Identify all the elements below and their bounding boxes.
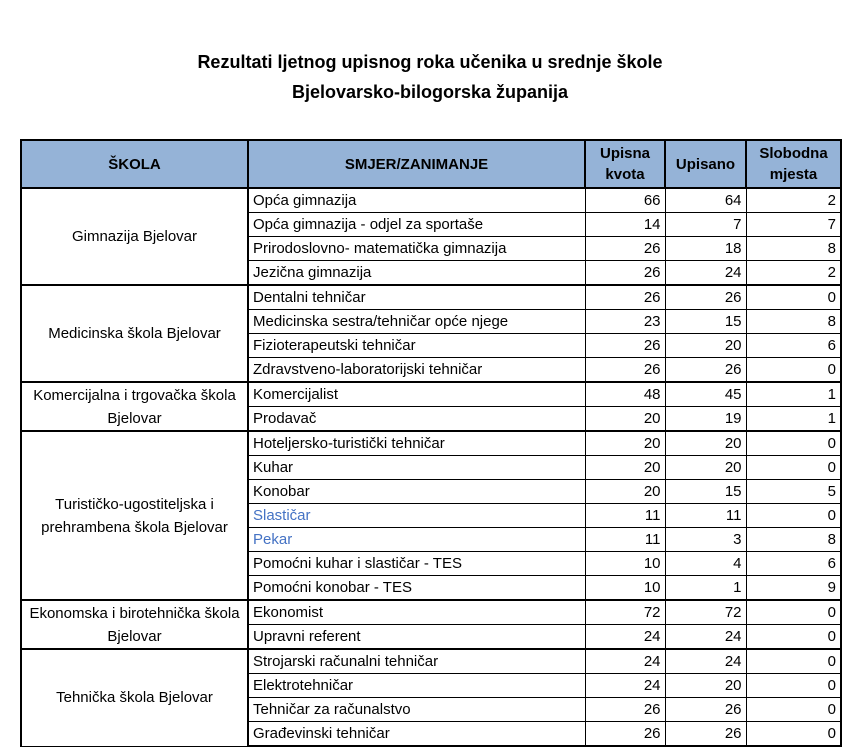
free-places-cell: 1: [746, 407, 841, 432]
free-places-cell: 0: [746, 698, 841, 722]
program-cell: Zdravstveno-laboratorijski tehničar: [248, 358, 585, 383]
table-row: [21, 600, 841, 625]
school-name-cell: Komercijalna i trgovačka škola Bjelovar: [21, 382, 248, 431]
free-places-cell: 0: [746, 456, 841, 480]
quota-cell: 11: [585, 528, 665, 552]
program-cell: Komercijalist: [248, 382, 585, 407]
enrolled-cell: 7: [665, 213, 746, 237]
free-places-cell: 2: [746, 188, 841, 213]
quota-cell: 26: [585, 698, 665, 722]
school-name-cell: Gimnazija Bjelovar: [21, 188, 248, 285]
free-places-cell: 5: [746, 480, 841, 504]
free-places-cell: 1: [746, 382, 841, 407]
program-cell: Građevinski tehničar: [248, 722, 585, 747]
header-enrolled: Upisano: [665, 140, 746, 188]
enrolled-cell: 19: [665, 407, 746, 432]
quota-cell: 20: [585, 480, 665, 504]
free-places-cell: 0: [746, 358, 841, 383]
program-cell: Upravni referent: [248, 625, 585, 650]
header-school: ŠKOLA: [21, 140, 248, 188]
free-places-cell: 9: [746, 576, 841, 601]
free-places-cell: 0: [746, 625, 841, 650]
quota-cell: 26: [585, 358, 665, 383]
program-cell: Slastičar: [248, 504, 585, 528]
quota-cell: 23: [585, 310, 665, 334]
free-places-cell: 7: [746, 213, 841, 237]
enrolled-cell: 20: [665, 334, 746, 358]
program-cell: Ekonomist: [248, 600, 585, 625]
quota-cell: 20: [585, 407, 665, 432]
results-table: [20, 139, 842, 747]
quota-cell: 24: [585, 625, 665, 650]
quota-cell: 26: [585, 285, 665, 310]
school-name-cell: Ekonomska i birotehnička škola Bjelovar: [21, 600, 248, 649]
results-table-body: [21, 188, 841, 746]
table-header-row: [21, 140, 841, 188]
enrolled-cell: 15: [665, 480, 746, 504]
program-cell: Konobar: [248, 480, 585, 504]
quota-cell: 72: [585, 600, 665, 625]
enrolled-cell: 26: [665, 698, 746, 722]
table-row: [21, 431, 841, 456]
table-row: [21, 649, 841, 674]
free-places-cell: 8: [746, 237, 841, 261]
enrolled-cell: 11: [665, 504, 746, 528]
quota-cell: 10: [585, 552, 665, 576]
enrolled-cell: 72: [665, 600, 746, 625]
quota-cell: 11: [585, 504, 665, 528]
quota-cell: 20: [585, 431, 665, 456]
program-cell: Prodavač: [248, 407, 585, 432]
free-places-cell: 0: [746, 285, 841, 310]
page-title: Rezultati ljetnog upisnog roka učenika u srednje škole: [197, 52, 663, 72]
enrolled-cell: 64: [665, 188, 746, 213]
quota-cell: 24: [585, 674, 665, 698]
enrolled-cell: 26: [665, 722, 746, 747]
enrolled-cell: 15: [665, 310, 746, 334]
free-places-cell: 0: [746, 600, 841, 625]
enrolled-cell: 26: [665, 358, 746, 383]
header-free-places: Slobodna mjesta: [746, 140, 841, 188]
program-cell: Elektrotehničar: [248, 674, 585, 698]
enrolled-cell: 3: [665, 528, 746, 552]
header-quota: Upisna kvota: [585, 140, 665, 188]
enrolled-cell: 4: [665, 552, 746, 576]
free-places-cell: 6: [746, 334, 841, 358]
quota-cell: 48: [585, 382, 665, 407]
enrolled-cell: 26: [665, 285, 746, 310]
enrolled-cell: 18: [665, 237, 746, 261]
quota-cell: 14: [585, 213, 665, 237]
program-cell: Pomoćni konobar - TES: [248, 576, 585, 601]
program-cell: Opća gimnazija - odjel za sportaše: [248, 213, 585, 237]
free-places-cell: 0: [746, 722, 841, 747]
free-places-cell: 8: [746, 310, 841, 334]
program-cell: Medicinska sestra/tehničar opće njege: [248, 310, 585, 334]
program-cell: Fizioterapeutski tehničar: [248, 334, 585, 358]
enrolled-cell: 24: [665, 649, 746, 674]
program-cell: Jezična gimnazija: [248, 261, 585, 286]
quota-cell: 10: [585, 576, 665, 601]
program-cell: Strojarski računalni tehničar: [248, 649, 585, 674]
enrolled-cell: 20: [665, 456, 746, 480]
table-row: [21, 188, 841, 213]
program-cell: Pekar: [248, 528, 585, 552]
free-places-cell: 0: [746, 649, 841, 674]
program-cell: Opća gimnazija: [248, 188, 585, 213]
enrolled-cell: 45: [665, 382, 746, 407]
program-cell: Hoteljersko-turistički tehničar: [248, 431, 585, 456]
program-cell: Prirodoslovno- matematička gimnazija: [248, 237, 585, 261]
quota-cell: 24: [585, 649, 665, 674]
free-places-cell: 0: [746, 674, 841, 698]
quota-cell: 20: [585, 456, 665, 480]
free-places-cell: 8: [746, 528, 841, 552]
free-places-cell: 0: [746, 504, 841, 528]
program-cell: Tehničar za računalstvo: [248, 698, 585, 722]
quota-cell: 26: [585, 237, 665, 261]
enrolled-cell: 24: [665, 261, 746, 286]
quota-cell: 26: [585, 334, 665, 358]
school-name-cell: Medicinska škola Bjelovar: [21, 285, 248, 382]
quota-cell: 66: [585, 188, 665, 213]
program-cell: Kuhar: [248, 456, 585, 480]
school-name-cell: Tehnička škola Bjelovar: [21, 649, 248, 746]
free-places-cell: 2: [746, 261, 841, 286]
quota-cell: 26: [585, 722, 665, 747]
enrolled-cell: 20: [665, 431, 746, 456]
page-subtitle: Bjelovarsko-bilogorska županija: [291, 82, 569, 102]
table-row: [21, 382, 841, 407]
enrolled-cell: 24: [665, 625, 746, 650]
school-name-cell: Turističko-ugostiteljska i prehrambena škola Bjelovar: [21, 431, 248, 600]
free-places-cell: 6: [746, 552, 841, 576]
program-cell: Pomoćni kuhar i slastičar - TES: [248, 552, 585, 576]
free-places-cell: 0: [746, 431, 841, 456]
program-cell: Dentalni tehničar: [248, 285, 585, 310]
table-row: [21, 285, 841, 310]
enrolled-cell: 1: [665, 576, 746, 601]
enrolled-cell: 20: [665, 674, 746, 698]
quota-cell: 26: [585, 261, 665, 286]
header-program: SMJER/ZANIMANJE: [248, 140, 585, 188]
